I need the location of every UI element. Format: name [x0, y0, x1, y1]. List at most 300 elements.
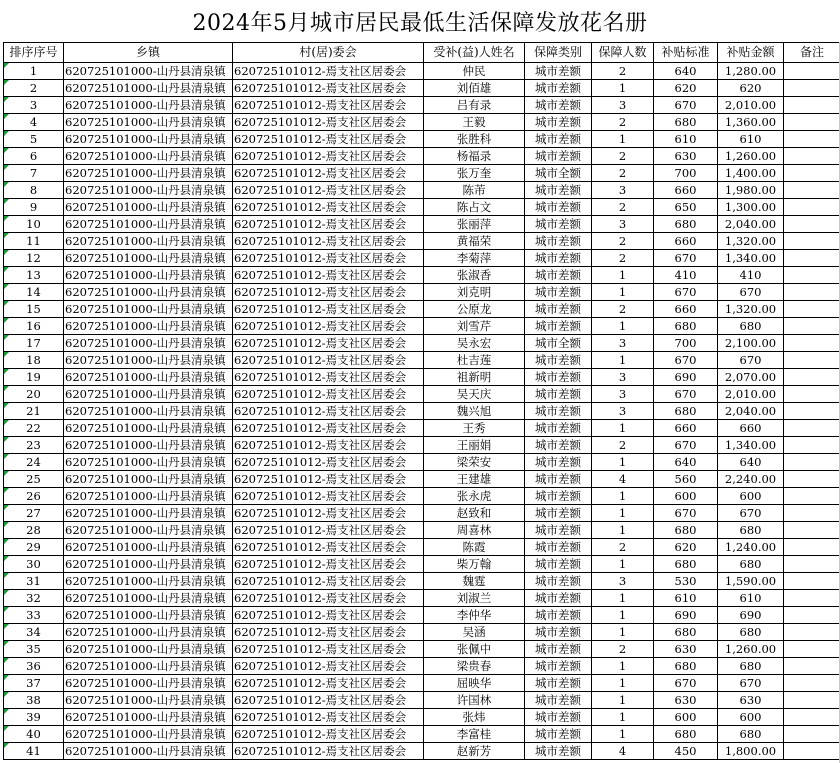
table-row	[4, 420, 840, 437]
cell-marker-icon	[4, 199, 9, 204]
cell-amount: 2,040.00	[718, 403, 784, 420]
cell-standard: 650	[654, 199, 718, 216]
cell-count: 2	[592, 301, 654, 318]
table-row	[4, 641, 840, 658]
cell-town: 620725101000-山丹县清泉镇	[64, 80, 233, 97]
cell-name: 祖新明	[424, 369, 525, 386]
cell-amount: 2,100.00	[718, 335, 784, 352]
cell-village: 620725101012-焉支社区居委会	[233, 692, 424, 709]
cell-marker-icon	[4, 437, 9, 442]
cell-standard: 410	[654, 267, 718, 284]
cell-remarks	[784, 97, 840, 114]
cell-name: 张丽萍	[424, 216, 525, 233]
cell-standard: 680	[654, 522, 718, 539]
cell-amount: 2,010.00	[718, 386, 784, 403]
cell-standard: 600	[654, 488, 718, 505]
cell-count: 1	[592, 522, 654, 539]
cell-standard: 680	[654, 114, 718, 131]
cell-remarks	[784, 658, 840, 675]
cell-count: 1	[592, 675, 654, 692]
cell-town: 620725101000-山丹县清泉镇	[64, 522, 233, 539]
cell-standard: 600	[654, 709, 718, 726]
cell-town: 620725101000-山丹县清泉镇	[64, 301, 233, 318]
cell-category: 城市差额	[525, 284, 592, 301]
cell-amount: 1,980.00	[718, 182, 784, 199]
table-row	[4, 437, 840, 454]
table-row	[4, 284, 840, 301]
cell-village: 620725101012-焉支社区居委会	[233, 148, 424, 165]
cell-amount: 2,240.00	[718, 471, 784, 488]
col-header-name: 受补(益)人姓名	[424, 43, 525, 63]
cell-category: 城市差额	[525, 743, 592, 760]
cell-marker-icon	[4, 403, 9, 408]
cell-name: 张佩中	[424, 641, 525, 658]
cell-amount: 670	[718, 352, 784, 369]
cell-standard: 670	[654, 250, 718, 267]
cell-town: 620725101000-山丹县清泉镇	[64, 709, 233, 726]
cell-count: 1	[592, 590, 654, 607]
cell-village: 620725101012-焉支社区居委会	[233, 165, 424, 182]
cell-marker-icon	[4, 301, 9, 306]
table-row	[4, 539, 840, 556]
cell-marker-icon	[4, 556, 9, 561]
cell-seq: 6	[4, 148, 64, 165]
cell-village: 620725101012-焉支社区居委会	[233, 250, 424, 267]
cell-category: 城市差额	[525, 573, 592, 590]
cell-town: 620725101000-山丹县清泉镇	[64, 369, 233, 386]
cell-count: 2	[592, 148, 654, 165]
cell-amount: 1,340.00	[718, 437, 784, 454]
cell-village: 620725101012-焉支社区居委会	[233, 267, 424, 284]
cell-category: 城市差额	[525, 97, 592, 114]
cell-category: 城市差额	[525, 403, 592, 420]
cell-amount: 410	[718, 267, 784, 284]
cell-village: 620725101012-焉支社区居委会	[233, 658, 424, 675]
table-row	[4, 148, 840, 165]
cell-count: 4	[592, 471, 654, 488]
cell-marker-icon	[4, 471, 9, 476]
table-row	[4, 454, 840, 471]
cell-count: 1	[592, 267, 654, 284]
cell-amount: 600	[718, 488, 784, 505]
cell-remarks	[784, 726, 840, 743]
cell-amount: 1,320.00	[718, 233, 784, 250]
cell-town: 620725101000-山丹县清泉镇	[64, 352, 233, 369]
cell-town: 620725101000-山丹县清泉镇	[64, 114, 233, 131]
cell-category: 城市差额	[525, 369, 592, 386]
table-row	[4, 556, 840, 573]
cell-remarks	[784, 233, 840, 250]
cell-count: 1	[592, 556, 654, 573]
cell-count: 1	[592, 318, 654, 335]
cell-category: 城市差额	[525, 80, 592, 97]
cell-count: 3	[592, 216, 654, 233]
cell-village: 620725101012-焉支社区居委会	[233, 709, 424, 726]
cell-marker-icon	[4, 709, 9, 714]
cell-town: 620725101000-山丹县清泉镇	[64, 165, 233, 182]
cell-village: 620725101012-焉支社区居委会	[233, 318, 424, 335]
cell-remarks	[784, 556, 840, 573]
page-title: 2024年5月城市居民最低生活保障发放花名册	[192, 10, 648, 36]
cell-standard: 680	[654, 318, 718, 335]
cell-seq: 30	[4, 556, 64, 573]
cell-name: 仲民	[424, 63, 525, 80]
cell-seq: 36	[4, 658, 64, 675]
cell-count: 1	[592, 284, 654, 301]
cell-seq: 3	[4, 97, 64, 114]
cell-village: 620725101012-焉支社区居委会	[233, 233, 424, 250]
table-row	[4, 573, 840, 590]
cell-seq: 12	[4, 250, 64, 267]
cell-standard: 630	[654, 692, 718, 709]
cell-standard: 620	[654, 80, 718, 97]
cell-category: 城市差额	[525, 63, 592, 80]
cell-seq: 19	[4, 369, 64, 386]
cell-remarks	[784, 607, 840, 624]
table-row	[4, 658, 840, 675]
cell-seq: 26	[4, 488, 64, 505]
cell-amount: 690	[718, 607, 784, 624]
cell-count: 3	[592, 182, 654, 199]
cell-count: 3	[592, 386, 654, 403]
cell-category: 城市全额	[525, 165, 592, 182]
cell-count: 2	[592, 539, 654, 556]
table-row	[4, 80, 840, 97]
cell-category: 城市差额	[525, 386, 592, 403]
cell-marker-icon	[4, 63, 9, 68]
cell-count: 1	[592, 692, 654, 709]
cell-village: 620725101012-焉支社区居委会	[233, 556, 424, 573]
cell-seq: 1	[4, 63, 64, 80]
cell-marker-icon	[4, 420, 9, 425]
cell-seq: 37	[4, 675, 64, 692]
cell-marker-icon	[4, 522, 9, 527]
cell-standard: 680	[654, 726, 718, 743]
cell-village: 620725101012-焉支社区居委会	[233, 80, 424, 97]
cell-town: 620725101000-山丹县清泉镇	[64, 182, 233, 199]
cell-standard: 670	[654, 352, 718, 369]
cell-standard: 530	[654, 573, 718, 590]
table-row	[4, 386, 840, 403]
header-row	[4, 43, 840, 63]
cell-village: 620725101012-焉支社区居委会	[233, 590, 424, 607]
cell-name: 赵致和	[424, 505, 525, 522]
cell-seq: 4	[4, 114, 64, 131]
cell-marker-icon	[4, 267, 9, 272]
cell-marker-icon	[4, 590, 9, 595]
cell-amount: 680	[718, 556, 784, 573]
cell-marker-icon	[4, 216, 9, 221]
cell-seq: 21	[4, 403, 64, 420]
cell-village: 620725101012-焉支社区居委会	[233, 726, 424, 743]
cell-category: 城市差额	[525, 250, 592, 267]
cell-town: 620725101000-山丹县清泉镇	[64, 420, 233, 437]
table-row	[4, 318, 840, 335]
table-row	[4, 709, 840, 726]
cell-count: 3	[592, 369, 654, 386]
cell-standard: 680	[654, 216, 718, 233]
cell-count: 3	[592, 403, 654, 420]
cell-town: 620725101000-山丹县清泉镇	[64, 743, 233, 760]
cell-marker-icon	[4, 369, 9, 374]
table-row	[4, 624, 840, 641]
cell-remarks	[784, 165, 840, 182]
cell-standard: 680	[654, 403, 718, 420]
cell-seq: 11	[4, 233, 64, 250]
cell-standard: 620	[654, 539, 718, 556]
cell-amount: 1,800.00	[718, 743, 784, 760]
cell-count: 3	[592, 97, 654, 114]
cell-standard: 640	[654, 63, 718, 80]
cell-standard: 660	[654, 301, 718, 318]
cell-count: 2	[592, 63, 654, 80]
cell-seq: 15	[4, 301, 64, 318]
cell-marker-icon	[4, 539, 9, 544]
cell-name: 刘克明	[424, 284, 525, 301]
cell-seq: 7	[4, 165, 64, 182]
cell-count: 4	[592, 743, 654, 760]
cell-seq: 18	[4, 352, 64, 369]
cell-marker-icon	[4, 318, 9, 323]
cell-town: 620725101000-山丹县清泉镇	[64, 692, 233, 709]
cell-category: 城市差额	[525, 199, 592, 216]
cell-amount: 640	[718, 454, 784, 471]
cell-category: 城市差额	[525, 420, 592, 437]
table-row	[4, 743, 840, 760]
cell-marker-icon	[4, 250, 9, 255]
cell-amount: 1,260.00	[718, 148, 784, 165]
cell-standard: 700	[654, 335, 718, 352]
table-row	[4, 182, 840, 199]
col-header-amount: 补贴金额	[718, 43, 784, 63]
table-row	[4, 607, 840, 624]
table-row	[4, 199, 840, 216]
cell-village: 620725101012-焉支社区居委会	[233, 437, 424, 454]
cell-amount: 680	[718, 318, 784, 335]
cell-remarks	[784, 199, 840, 216]
cell-standard: 630	[654, 641, 718, 658]
cell-marker-icon	[4, 284, 9, 289]
cell-marker-icon	[4, 165, 9, 170]
cell-village: 620725101012-焉支社区居委会	[233, 403, 424, 420]
cell-count: 1	[592, 624, 654, 641]
cell-amount: 610	[718, 131, 784, 148]
table-row	[4, 403, 840, 420]
cell-seq: 29	[4, 539, 64, 556]
cell-category: 城市差额	[525, 692, 592, 709]
cell-town: 620725101000-山丹县清泉镇	[64, 658, 233, 675]
cell-village: 620725101012-焉支社区居委会	[233, 131, 424, 148]
cell-category: 城市差额	[525, 641, 592, 658]
cell-village: 620725101012-焉支社区居委会	[233, 216, 424, 233]
cell-amount: 680	[718, 726, 784, 743]
cell-marker-icon	[4, 726, 9, 731]
cell-town: 620725101000-山丹县清泉镇	[64, 386, 233, 403]
cell-name: 李富桂	[424, 726, 525, 743]
col-header-seq: 排序序号	[4, 43, 64, 63]
cell-seq: 38	[4, 692, 64, 709]
table-row	[4, 352, 840, 369]
cell-category: 城市差额	[525, 505, 592, 522]
cell-remarks	[784, 743, 840, 760]
table-row	[4, 216, 840, 233]
cell-count: 1	[592, 488, 654, 505]
cell-village: 620725101012-焉支社区居委会	[233, 743, 424, 760]
cell-name: 张炜	[424, 709, 525, 726]
cell-seq: 24	[4, 454, 64, 471]
cell-village: 620725101012-焉支社区居委会	[233, 182, 424, 199]
cell-amount: 1,300.00	[718, 199, 784, 216]
cell-count: 1	[592, 131, 654, 148]
cell-category: 城市差额	[525, 301, 592, 318]
cell-category: 城市差额	[525, 131, 592, 148]
cell-amount: 620	[718, 80, 784, 97]
cell-town: 620725101000-山丹县清泉镇	[64, 403, 233, 420]
roster-table	[3, 42, 840, 760]
cell-remarks	[784, 709, 840, 726]
cell-category: 城市差额	[525, 352, 592, 369]
table-row	[4, 488, 840, 505]
table-row	[4, 505, 840, 522]
cell-marker-icon	[4, 488, 9, 493]
cell-amount: 680	[718, 658, 784, 675]
cell-remarks	[784, 284, 840, 301]
cell-name: 张永虎	[424, 488, 525, 505]
cell-seq: 23	[4, 437, 64, 454]
cell-name: 许国林	[424, 692, 525, 709]
cell-remarks	[784, 454, 840, 471]
cell-category: 城市差额	[525, 658, 592, 675]
cell-town: 620725101000-山丹县清泉镇	[64, 437, 233, 454]
cell-amount: 1,240.00	[718, 539, 784, 556]
cell-village: 620725101012-焉支社区居委会	[233, 386, 424, 403]
cell-count: 1	[592, 454, 654, 471]
cell-town: 620725101000-山丹县清泉镇	[64, 284, 233, 301]
cell-marker-icon	[4, 148, 9, 153]
cell-name: 王建雄	[424, 471, 525, 488]
cell-amount: 670	[718, 284, 784, 301]
cell-count: 1	[592, 709, 654, 726]
cell-village: 620725101012-焉支社区居委会	[233, 607, 424, 624]
cell-remarks	[784, 437, 840, 454]
cell-standard: 670	[654, 97, 718, 114]
cell-amount: 1,400.00	[718, 165, 784, 182]
cell-standard: 670	[654, 675, 718, 692]
cell-category: 城市差额	[525, 488, 592, 505]
cell-amount: 1,590.00	[718, 573, 784, 590]
cell-remarks	[784, 573, 840, 590]
col-header-count: 保障人数	[592, 43, 654, 63]
cell-amount: 670	[718, 505, 784, 522]
cell-marker-icon	[4, 641, 9, 646]
cell-name: 周喜林	[424, 522, 525, 539]
cell-remarks	[784, 301, 840, 318]
col-header-category: 保障类别	[525, 43, 592, 63]
cell-standard: 610	[654, 590, 718, 607]
cell-seq: 40	[4, 726, 64, 743]
cell-town: 620725101000-山丹县清泉镇	[64, 624, 233, 641]
cell-seq: 25	[4, 471, 64, 488]
cell-count: 2	[592, 233, 654, 250]
table-row	[4, 590, 840, 607]
cell-remarks	[784, 63, 840, 80]
cell-seq: 31	[4, 573, 64, 590]
cell-village: 620725101012-焉支社区居委会	[233, 301, 424, 318]
cell-village: 620725101012-焉支社区居委会	[233, 335, 424, 352]
cell-seq: 9	[4, 199, 64, 216]
table-row	[4, 165, 840, 182]
cell-seq: 22	[4, 420, 64, 437]
cell-remarks	[784, 403, 840, 420]
table-row	[4, 692, 840, 709]
table-row	[4, 250, 840, 267]
cell-amount: 630	[718, 692, 784, 709]
cell-marker-icon	[4, 692, 9, 697]
cell-remarks	[784, 148, 840, 165]
cell-remarks	[784, 539, 840, 556]
cell-marker-icon	[4, 97, 9, 102]
cell-count: 3	[592, 335, 654, 352]
cell-amount: 610	[718, 590, 784, 607]
cell-village: 620725101012-焉支社区居委会	[233, 97, 424, 114]
cell-name: 魏霆	[424, 573, 525, 590]
cell-town: 620725101000-山丹县清泉镇	[64, 454, 233, 471]
cell-village: 620725101012-焉支社区居委会	[233, 199, 424, 216]
cell-name: 吴永宏	[424, 335, 525, 352]
cell-standard: 680	[654, 658, 718, 675]
cell-village: 620725101012-焉支社区居委会	[233, 641, 424, 658]
cell-count: 2	[592, 199, 654, 216]
cell-village: 620725101012-焉支社区居委会	[233, 284, 424, 301]
cell-seq: 41	[4, 743, 64, 760]
cell-name: 李仲华	[424, 607, 525, 624]
cell-standard: 700	[654, 165, 718, 182]
cell-seq: 8	[4, 182, 64, 199]
cell-count: 1	[592, 80, 654, 97]
cell-standard: 660	[654, 233, 718, 250]
cell-remarks	[784, 386, 840, 403]
cell-town: 620725101000-山丹县清泉镇	[64, 505, 233, 522]
table-row	[4, 522, 840, 539]
cell-amount: 2,070.00	[718, 369, 784, 386]
cell-seq: 5	[4, 131, 64, 148]
cell-count: 1	[592, 420, 654, 437]
cell-town: 620725101000-山丹县清泉镇	[64, 131, 233, 148]
cell-amount: 670	[718, 675, 784, 692]
cell-standard: 610	[654, 131, 718, 148]
table-row	[4, 131, 840, 148]
cell-name: 陈芾	[424, 182, 525, 199]
cell-marker-icon	[4, 352, 9, 357]
cell-name: 吴涵	[424, 624, 525, 641]
cell-town: 620725101000-山丹县清泉镇	[64, 199, 233, 216]
cell-name: 张淑香	[424, 267, 525, 284]
cell-remarks	[784, 505, 840, 522]
cell-category: 城市差额	[525, 522, 592, 539]
cell-category: 城市差额	[525, 607, 592, 624]
cell-name: 杜吉莲	[424, 352, 525, 369]
cell-town: 620725101000-山丹县清泉镇	[64, 726, 233, 743]
cell-standard: 670	[654, 284, 718, 301]
cell-town: 620725101000-山丹县清泉镇	[64, 573, 233, 590]
cell-count: 1	[592, 352, 654, 369]
cell-marker-icon	[4, 658, 9, 663]
cell-remarks	[784, 488, 840, 505]
cell-village: 620725101012-焉支社区居委会	[233, 505, 424, 522]
cell-seq: 16	[4, 318, 64, 335]
cell-name: 黄福荣	[424, 233, 525, 250]
cell-town: 620725101000-山丹县清泉镇	[64, 471, 233, 488]
